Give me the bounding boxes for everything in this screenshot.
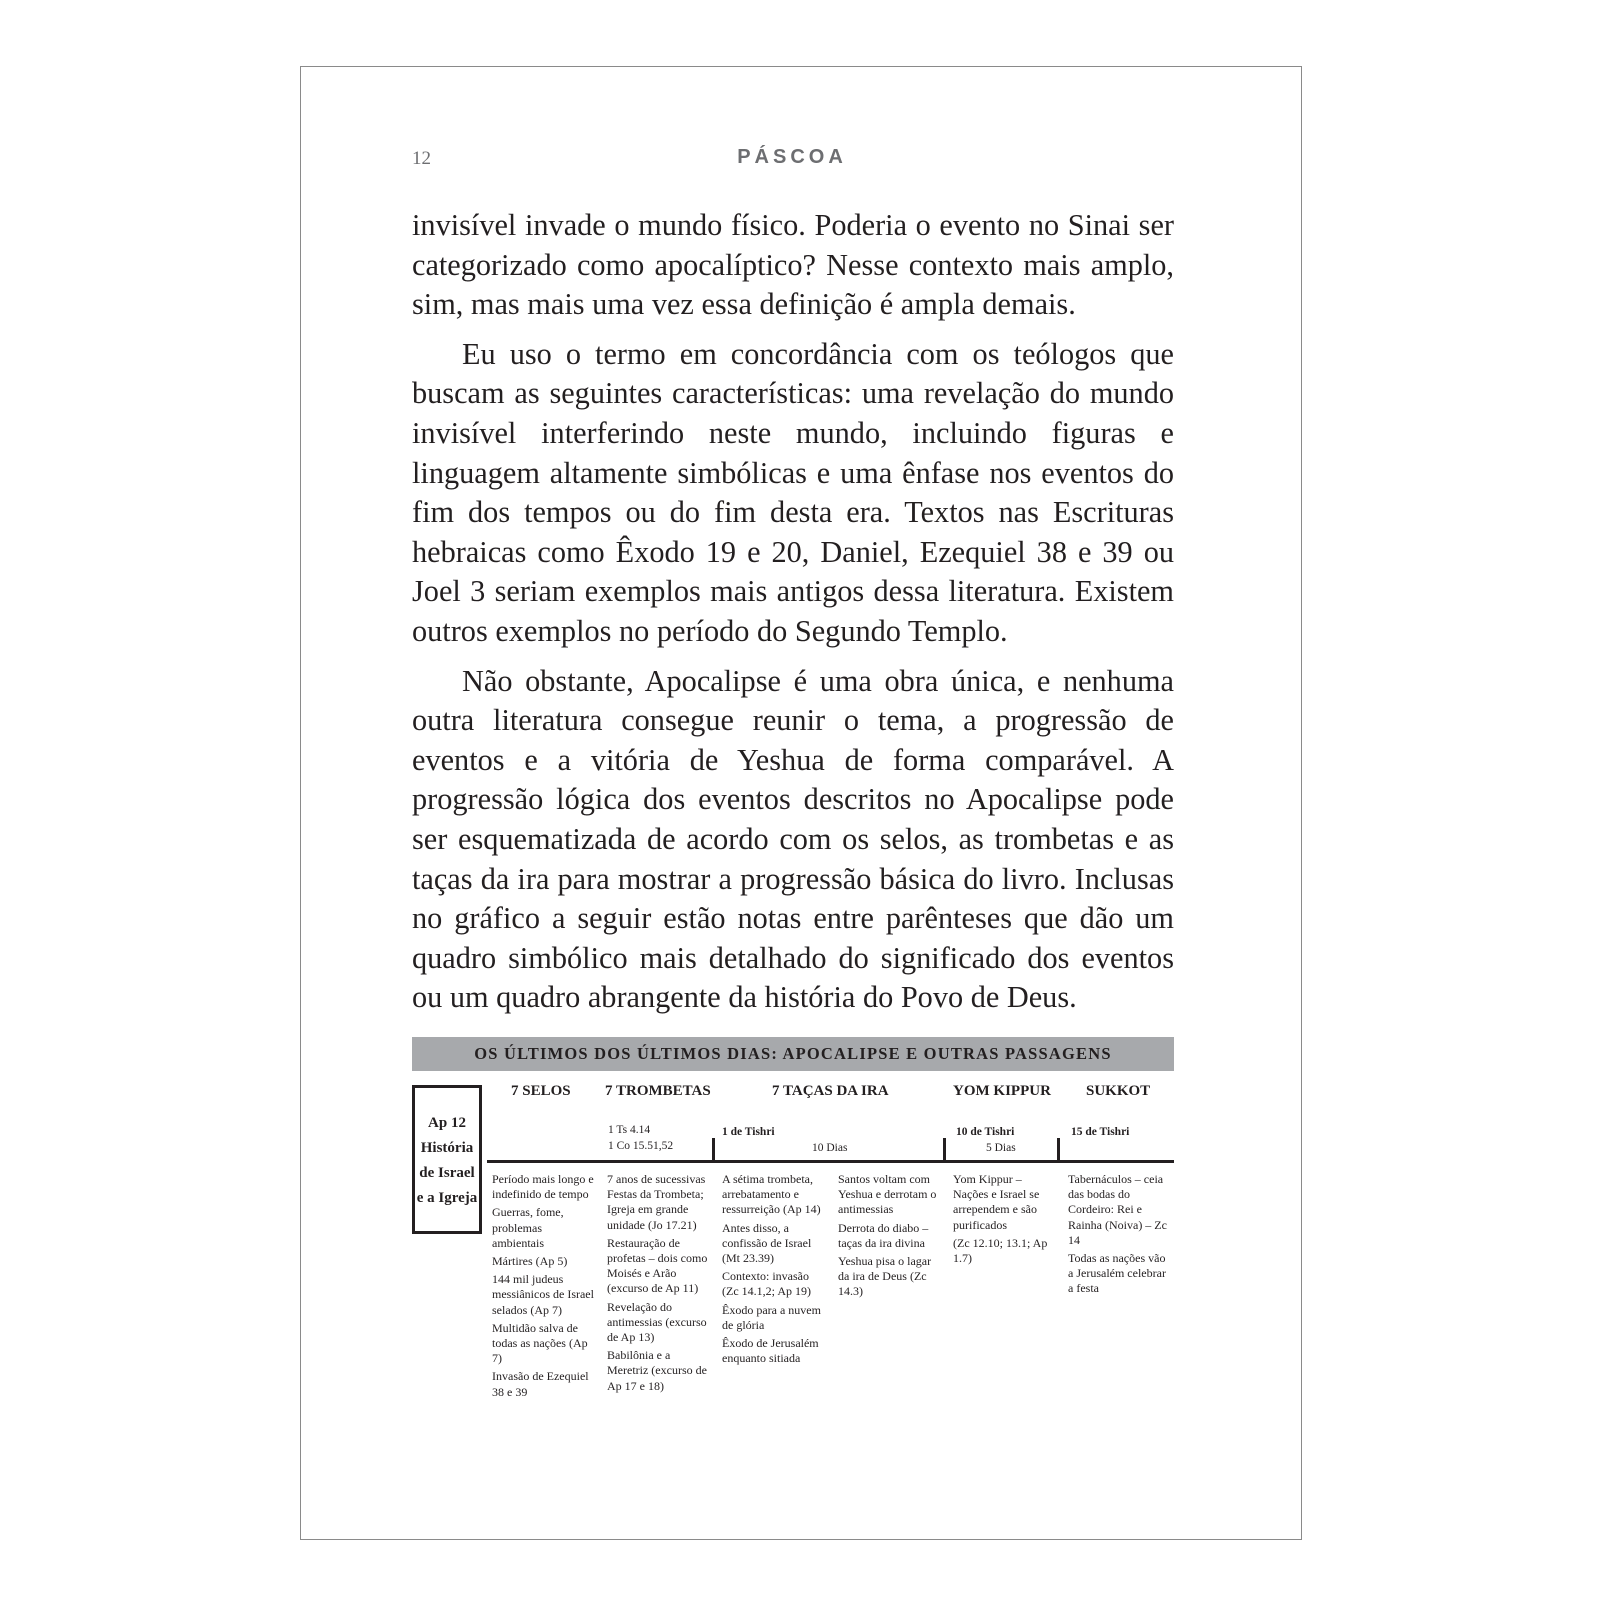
label-10-tishri: 10 de Tishri bbox=[956, 1126, 1015, 1138]
column-item: Todas as nações vão a Jerusalém celebrar a festa bbox=[1068, 1251, 1166, 1296]
timeline-rule bbox=[487, 1160, 1174, 1163]
column-item: 144 mil judeus messiânicos de Israel selados (Ap 7) bbox=[492, 1272, 594, 1317]
sidebox-ap12 bbox=[412, 1085, 482, 1234]
sidebox-line: e a Igreja bbox=[416, 1190, 478, 1206]
sidebox-line: Ap 12 bbox=[428, 1115, 466, 1131]
sidebox-line: História bbox=[420, 1140, 474, 1156]
paragraph: Não obstante, Apocalipse é uma obra única, e nenhuma outra literatura consegue reunir o tema, a progressão de eventos e a vitória de Yeshua de forma comparável. A progressão lógica dos eventos descritos no Apocalipse pode ser esquematizada de acordo com os selos, as trombetas e as taças da ira para mostrar a progressão básica do livro. Inclusas no gráfico a seguir estão notas entre parênteses que dão um quadro simbólico mais detalhado do significado dos eventos ou um quadro abrangente da história do Povo de Deus. bbox=[412, 663, 1174, 1015]
column-selos bbox=[492, 1172, 596, 1403]
paragraph: invisível invade o mundo físico. Poderia o evento no Sinai ser categorizado como apocalíptico? Nesse contexto mais amplo, sim, mas mais uma vez essa definição é ampla demais. bbox=[412, 208, 1174, 322]
chart-title-banner: OS ÚLTIMOS DOS ÚLTIMOS DIAS: APOCALIPSE E OUTRAS PASSAGENS bbox=[412, 1037, 1174, 1071]
sidebox-line: de Israel bbox=[419, 1165, 475, 1181]
column-sukkot bbox=[1068, 1172, 1168, 1300]
column-item: Guerras, fome, problemas ambientais bbox=[492, 1205, 564, 1250]
column-item: Contexto: invasão (Zc 14.1,2; Ap 19) bbox=[722, 1269, 811, 1299]
column-item: Êxodo de Jerusalém enquanto sitiada bbox=[722, 1336, 819, 1366]
tick-15-tishri bbox=[1057, 1138, 1060, 1163]
header-sukkot: SUKKOT bbox=[1086, 1083, 1151, 1099]
column-item: Antes disso, a confissão de Israel (Mt 23.39) bbox=[722, 1220, 812, 1266]
column-item: Período mais longo e indefinido de tempo bbox=[492, 1172, 594, 1202]
header-7-tacas: 7 TAÇAS DA IRA bbox=[772, 1083, 889, 1099]
column-tacas-a bbox=[722, 1172, 826, 1369]
tick-10-tishri bbox=[943, 1138, 946, 1163]
column-item: Invasão de Ezequiel 38 e 39 bbox=[492, 1369, 589, 1399]
column-tacas-b bbox=[838, 1172, 938, 1303]
label-5-dias: 5 Dias bbox=[986, 1142, 1016, 1154]
running-head: PÁSCOA bbox=[737, 146, 847, 168]
column-item: Multidão salva de todas as nações (Ap 7) bbox=[492, 1320, 588, 1366]
column-item: Restauração de profetas – dois como Moisés e Arão (excurso de Ap 11) bbox=[607, 1235, 708, 1296]
header-7-selos: 7 SELOS bbox=[511, 1083, 571, 1099]
label-10-dias: 10 Dias bbox=[812, 1142, 848, 1154]
header-7-trombetas: 7 TROMBETAS bbox=[605, 1083, 711, 1099]
column-item: Êxodo para a nuvem de glória bbox=[722, 1302, 821, 1332]
column-item: 7 anos de sucessivas Festas da Trombeta; Igreja em grande unidade (Jo 17.21) bbox=[607, 1172, 706, 1232]
body-text bbox=[412, 206, 1174, 1028]
column-item: Revelação do antimessias (excurso de Ap 13) bbox=[607, 1299, 707, 1345]
column-item: Tabernáculos – ceia das bodas do Cordeiro: Rei e Rainha (Noiva) – Zc 14 bbox=[1068, 1172, 1167, 1247]
column-item: A sétima trombeta, arrebatamento e ressurreição (Ap 14) bbox=[722, 1172, 821, 1217]
ref-1ts: 1 Ts 4.14 bbox=[608, 1124, 651, 1136]
column-trombetas bbox=[607, 1172, 711, 1397]
label-15-tishri: 15 de Tishri bbox=[1071, 1126, 1130, 1138]
column-item: Derrota do diabo – taças da ira divina bbox=[838, 1220, 929, 1250]
page-number: 12 bbox=[412, 148, 431, 169]
column-item: Yeshua pisa o lagar da ira de Deus (Zc 14.3) bbox=[838, 1254, 932, 1299]
column-item: Yom Kippur – Nações e Israel se arrependem e são purificados bbox=[953, 1172, 1040, 1232]
column-item: Babilônia e a Meretriz (excurso de Ap 17 e 18) bbox=[607, 1348, 707, 1393]
ref-1co: 1 Co 15.51,52 bbox=[608, 1140, 674, 1152]
column-yom-kippur bbox=[953, 1172, 1053, 1269]
tick-1-tishri bbox=[712, 1138, 715, 1163]
label-1-tishri: 1 de Tishri bbox=[722, 1126, 775, 1138]
column-item: Mártires (Ap 5) bbox=[492, 1254, 568, 1269]
paragraph: Eu uso o termo em concordância com os teólogos que buscam as seguintes características: uma revelação do mundo invisível interferindo neste mundo, incluindo figuras e linguagem altamente simbólicas e uma ênfase nos eventos do fim dos tempos ou do fim desta era. Textos nas Escrituras hebraicas como Êxodo 19 e 20, Daniel, Ezequiel 38 e 39 ou Joel 3 seriam exemplos mais antigos dessa literatura. Existem outros exemplos no período do Segundo Templo. bbox=[412, 336, 1174, 648]
column-item: Santos voltam com Yeshua e derrotam o antimessias bbox=[838, 1172, 937, 1217]
header-yom-kippur: YOM KIPPUR bbox=[953, 1083, 1051, 1099]
column-item: (Zc 12.10; 13.1; Ap 1.7) bbox=[953, 1235, 1048, 1266]
